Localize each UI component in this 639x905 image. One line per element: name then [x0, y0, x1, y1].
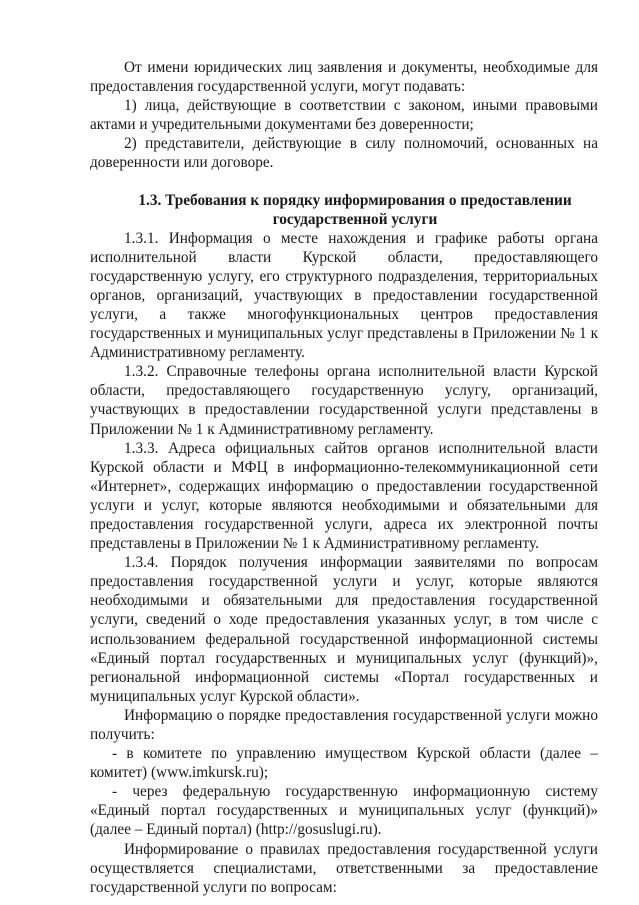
paragraph-item-2-representatives: 2) представители, действующие в силу полномочий, основанных на доверенности или договоре.: [90, 135, 598, 172]
document-page: [90, 58, 598, 897]
section-heading-1-3: 1.3. Требования к порядку информирования о предоставлении государственной услуги: [138, 191, 572, 228]
list-item-committee: - в комитете по управлению имуществом Курской области (далее – комитет) (www.imkursk.ru);: [90, 745, 598, 782]
paragraph-1-3-3: 1.3.3. Адреса официальных сайтов органов исполнительной власти Курской области и МФЦ в информационно-телекоммуникационной сети «Интернет», содержащих информацию о предоставлении государственной услуги и услуг, которые являются необходимыми и обязательными для предоставления государственной услуги, адреса их электронной почты представлены в Приложении № 1 к Административному регламенту.: [90, 439, 598, 553]
paragraph-1-3-4: 1.3.4. Порядок получения информации заявителями по вопросам предоставления государственной услуги и услуг, которые являются необходимыми и обязательными для предоставления государственной услуги, сведений о ходе предоставления указанных услуг, в том числе с использованием федеральной государственной информационной системы «Единый портал государственных и муниципальных услуг (функций)», региональной информационной системы «Портал государственных и муниципальных услуг Курской области».: [90, 554, 598, 705]
paragraph-1-3-2: 1.3.2. Справочные телефоны органа исполнительной власти Курской области, предоставляющего государственную услугу, организаций, участвующих в предоставлении государственной услуги представлены в Приложении № 1 к Административному регламенту.: [90, 363, 598, 438]
paragraph-item-1-persons: 1) лица, действующие в соответствии с законом, иными правовыми актами и учредительными документами без доверенности;: [90, 97, 598, 134]
paragraph-informing: Информирование о правилах предоставления государственной услуги осуществляется специалистами, ответственными за предоставление государственной услуги по вопросам:: [90, 840, 598, 896]
paragraph-1-3-1: 1.3.1. Информация о месте нахождения и графике работы органа исполнительной власти Курской области, предоставляющего государственную услугу, его структурного подразделения, территориальных органов, организаций, участвующих в предоставлении государственной услуги, а также многофункциональных центров предоставления государственных и муниципальных услуг представлены в Приложении № 1 к Административному регламенту.: [90, 229, 598, 362]
paragraph-info-intro: Информацию о порядке предоставления государственной услуги можно получить:: [90, 706, 598, 743]
list-item-unified-portal: - через федеральную государственную информационную систему «Единый портал государственных и муниципальных услуг (функций)» (далее – Единый портал) (http://gosuslugi.ru).: [90, 783, 598, 839]
paragraph-legal-entities: От имени юридических лиц заявления и документы, необходимые для предоставления государственной услуги, могут подавать:: [90, 59, 598, 96]
